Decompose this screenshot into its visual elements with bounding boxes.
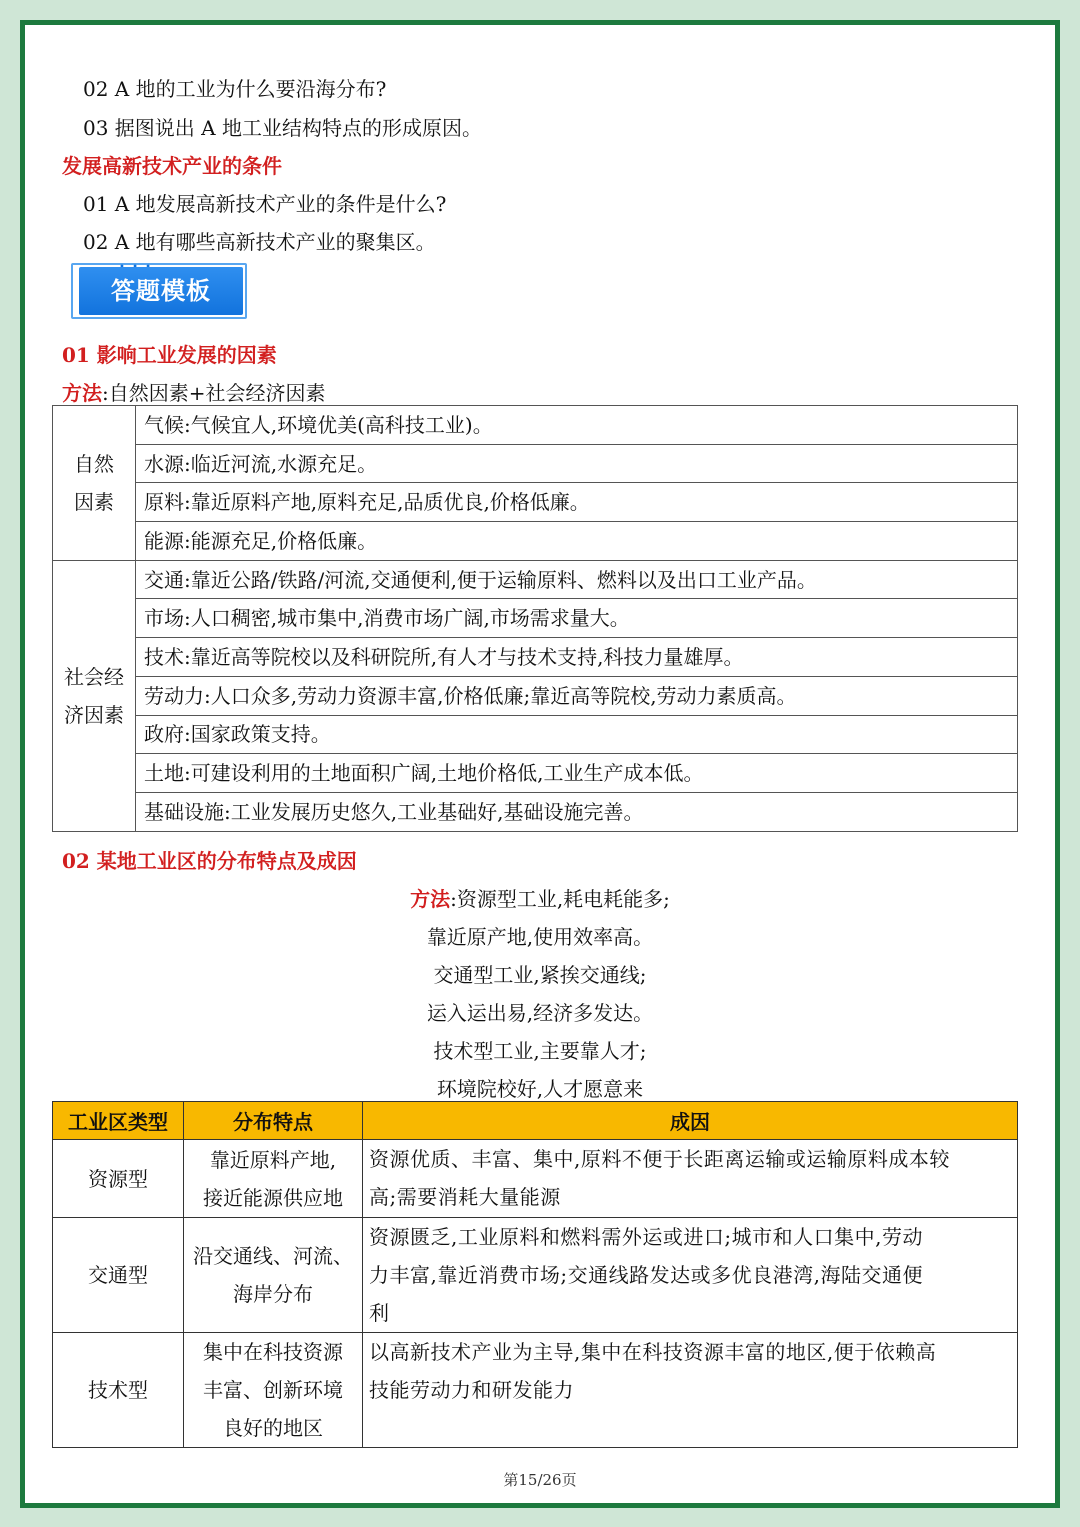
reason-cell: 以高新技术产业为主导,集中在科技资源丰富的地区,便于依赖高 技能劳动力和研发能力 <box>363 1333 1018 1448</box>
table-row <box>53 676 1018 715</box>
part2-method-first: 方法:资源型工业,耗电耗能多; <box>410 887 670 911</box>
table-row <box>53 444 1018 483</box>
table-row <box>53 599 1018 638</box>
table-row <box>53 483 1018 522</box>
hightech-question-02: 02 A 地有哪些高新技术产业的聚集区。 <box>83 230 436 254</box>
table-row <box>53 638 1018 677</box>
social-row-government: 政府:国家政策支持。 <box>136 715 1018 754</box>
feature-cell: 靠近原料产地, 接近能源供应地 <box>184 1140 363 1218</box>
table-row <box>53 1333 1018 1448</box>
part1-method-label: 方法 <box>62 381 102 405</box>
header-reason: 成因 <box>363 1102 1018 1140</box>
table-row <box>53 792 1018 831</box>
part1-method <box>62 379 326 407</box>
table-row <box>53 406 1018 445</box>
natural-row-water: 水源:临近河流,水源充足。 <box>136 444 1018 483</box>
part2-method-line: 运入运出易,经济多发达。 <box>426 1001 654 1025</box>
table-row <box>53 522 1018 561</box>
social-row-labor: 劳动力:人口众多,劳动力资源丰富,价格低廉;靠近高等院校,劳动力素质高。 <box>136 676 1018 715</box>
social-row-transport: 交通:靠近公路/铁路/河流,交通便利,便于运输原料、燃料以及出口工业产品。 <box>136 560 1018 599</box>
section-hightech-title: 发展高新技术产业的条件 <box>62 154 282 178</box>
answer-template-badge <box>71 263 249 321</box>
part2-method-label: 方法 <box>410 887 451 911</box>
page-number: 第15/26页 <box>503 1471 577 1489</box>
reason-cell: 资源匮乏,工业原料和燃料需外运或进口;城市和人口集中,劳动 力丰富,靠近消费市场;交通线路发达或多优良港湾,海陆交通便 利 <box>363 1218 1018 1333</box>
type-cell: 交通型 <box>53 1218 184 1333</box>
table-row <box>53 715 1018 754</box>
table-row <box>53 754 1018 793</box>
part1-method-text: :自然因素+社会经济因素 <box>102 381 326 405</box>
natural-row-material: 原料:靠近原料产地,原料充足,品质优良,价格低廉。 <box>136 483 1018 522</box>
part2-method-line: 交通型工业,紧挨交通线; <box>433 963 647 987</box>
reason-cell: 资源优质、丰富、集中,原料不便于长距离运输或运输原料成本较 高;需要消耗大量能源 <box>363 1140 1018 1218</box>
question-03: 03 据图说出 A 地工业结构特点的形成原因。 <box>83 116 482 140</box>
table-row <box>53 1218 1018 1333</box>
feature-cell: 集中在科技资源 丰富、创新环境 良好的地区 <box>184 1333 363 1448</box>
factors-table <box>52 405 1018 832</box>
social-row-market: 市场:人口稠密,城市集中,消费市场广阔,市场需求量大。 <box>136 599 1018 638</box>
social-row-land: 土地:可建设利用的土地面积广阔,土地价格低,工业生产成本低。 <box>136 754 1018 793</box>
natural-category: 自然 因素 <box>53 406 136 561</box>
feature-cell: 沿交通线、河流、 海岸分布 <box>184 1218 363 1333</box>
part1-title: 01 影响工业发展的因素 <box>62 343 277 367</box>
table-row <box>53 560 1018 599</box>
part2-method-line: 靠近原产地,使用效率高。 <box>426 925 654 949</box>
table-row <box>53 1140 1018 1218</box>
type-cell: 资源型 <box>53 1140 184 1218</box>
social-category: 社会经 济因素 <box>53 560 136 831</box>
type-cell: 技术型 <box>53 1333 184 1448</box>
natural-row-energy: 能源:能源充足,价格低廉。 <box>136 522 1018 561</box>
social-row-infrastructure: 基础设施:工业发展历史悠久,工业基础好,基础设施完善。 <box>136 792 1018 831</box>
header-feature: 分布特点 <box>184 1102 363 1140</box>
table-header-row <box>53 1102 1018 1140</box>
part2-title: 02 某地工业区的分布特点及成因 <box>62 849 357 873</box>
page-content <box>25 25 1055 1503</box>
badge-label: 答题模板 <box>79 267 243 315</box>
industrial-zone-table <box>52 1101 1018 1448</box>
part2-method-line: 环境院校好,人才愿意来 <box>436 1077 644 1101</box>
hightech-question-01: 01 A 地发展高新技术产业的条件是什么? <box>83 192 447 216</box>
social-row-technology: 技术:靠近高等院校以及科研院所,有人才与技术支持,科技力量雄厚。 <box>136 638 1018 677</box>
question-02: 02 A 地的工业为什么要沿海分布? <box>83 77 387 101</box>
part2-method-line: 技术型工业,主要靠人才; <box>433 1039 647 1063</box>
page-frame <box>20 20 1060 1508</box>
natural-row-climate: 气候:气候宜人,环境优美(高科技工业)。 <box>136 406 1018 445</box>
header-type: 工业区类型 <box>53 1102 184 1140</box>
